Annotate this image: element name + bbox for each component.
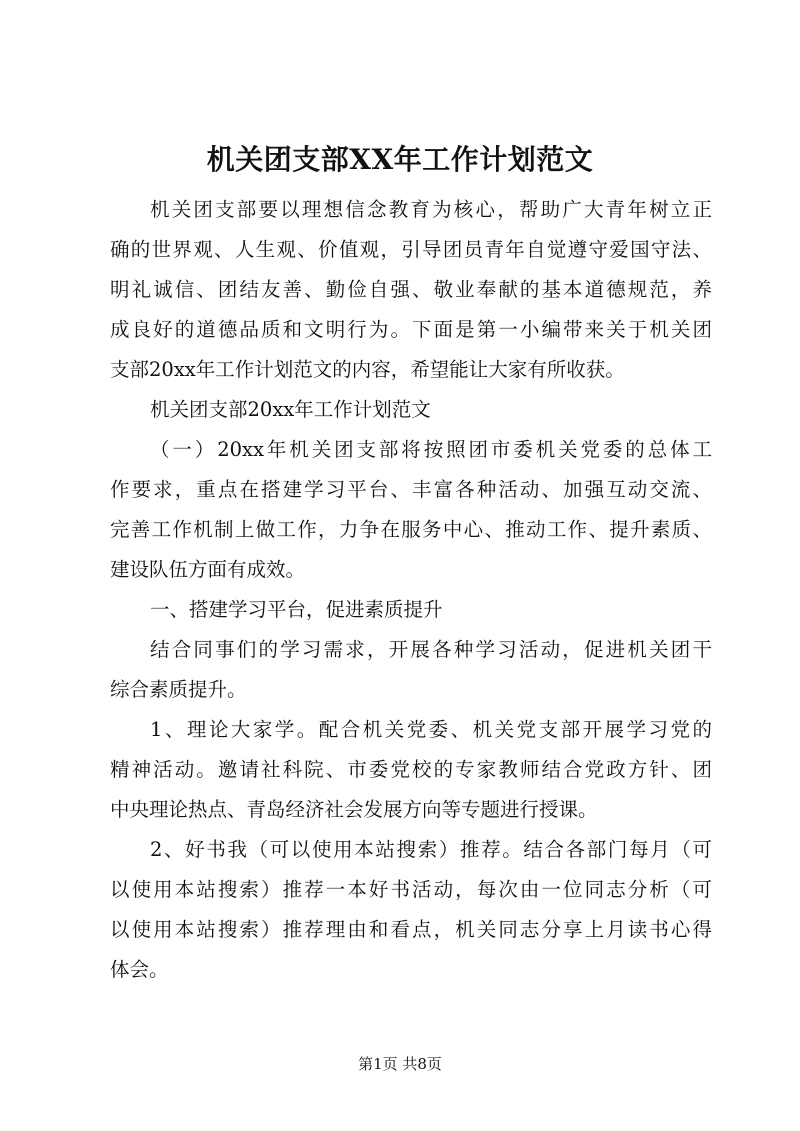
page-footer: 第1页 共8页 [358,1055,442,1073]
section-heading: 机关团支部20xx年工作计划范文 [150,398,431,421]
section-heading: 一、搭建学习平台，促进素质提升 [150,598,443,621]
body-line: 体会。 [110,958,169,981]
body-line: 建设队伍方面有成效。 [110,558,306,581]
body-line: 1、理论大家学。配合机关党委、机关党支部开展学习党的 [150,718,712,741]
body-line: 确的世界观、人生观、价值观，引导团员青年自觉遵守爱国守法、 [110,238,712,261]
body-line: 以使用本站搜索）推荐一本好书活动，每次由一位同志分析（可 [110,878,712,901]
body-line: 2、好书我（可以使用本站搜索）推荐。结合各部门每月（可 [150,838,712,861]
document-title: 机关团支部XX年工作计划范文 [206,143,594,176]
body-line: 中央理论热点、青岛经济社会发展方向等专题进行授课。 [110,798,598,821]
document-body [110,190,712,990]
body-line: 支部20xx年工作计划范文的内容，希望能让大家有所收获。 [110,358,625,381]
body-line: 明礼诚信、团结友善、勤俭自强、敬业奉献的基本道德规范，养 [110,278,712,301]
body-line: 完善工作机制上做工作，力争在服务中心、推动工作、提升素质、 [110,518,712,541]
body-line: 以使用本站搜索）推荐理由和看点，机关同志分享上月读书心得 [110,918,712,941]
body-line: 机关团支部要以理想信念教育为核心，帮助广大青年树立正 [150,198,712,221]
body-line: 综合素质提升。 [110,678,247,701]
body-line: 精神活动。邀请社科院、市委党校的专家教师结合党政方针、团 [110,758,712,781]
body-line: 结合同事们的学习需求，开展各种学习活动，促进机关团干 [150,638,712,661]
body-line: 作要求，重点在搭建学习平台、丰富各种活动、加强互动交流、 [110,478,712,501]
body-line: 成良好的道德品质和文明行为。下面是第一小编带来关于机关团 [110,318,712,341]
body-line: （一）20xx年机关团支部将按照团市委机关党委的总体工 [150,438,712,461]
